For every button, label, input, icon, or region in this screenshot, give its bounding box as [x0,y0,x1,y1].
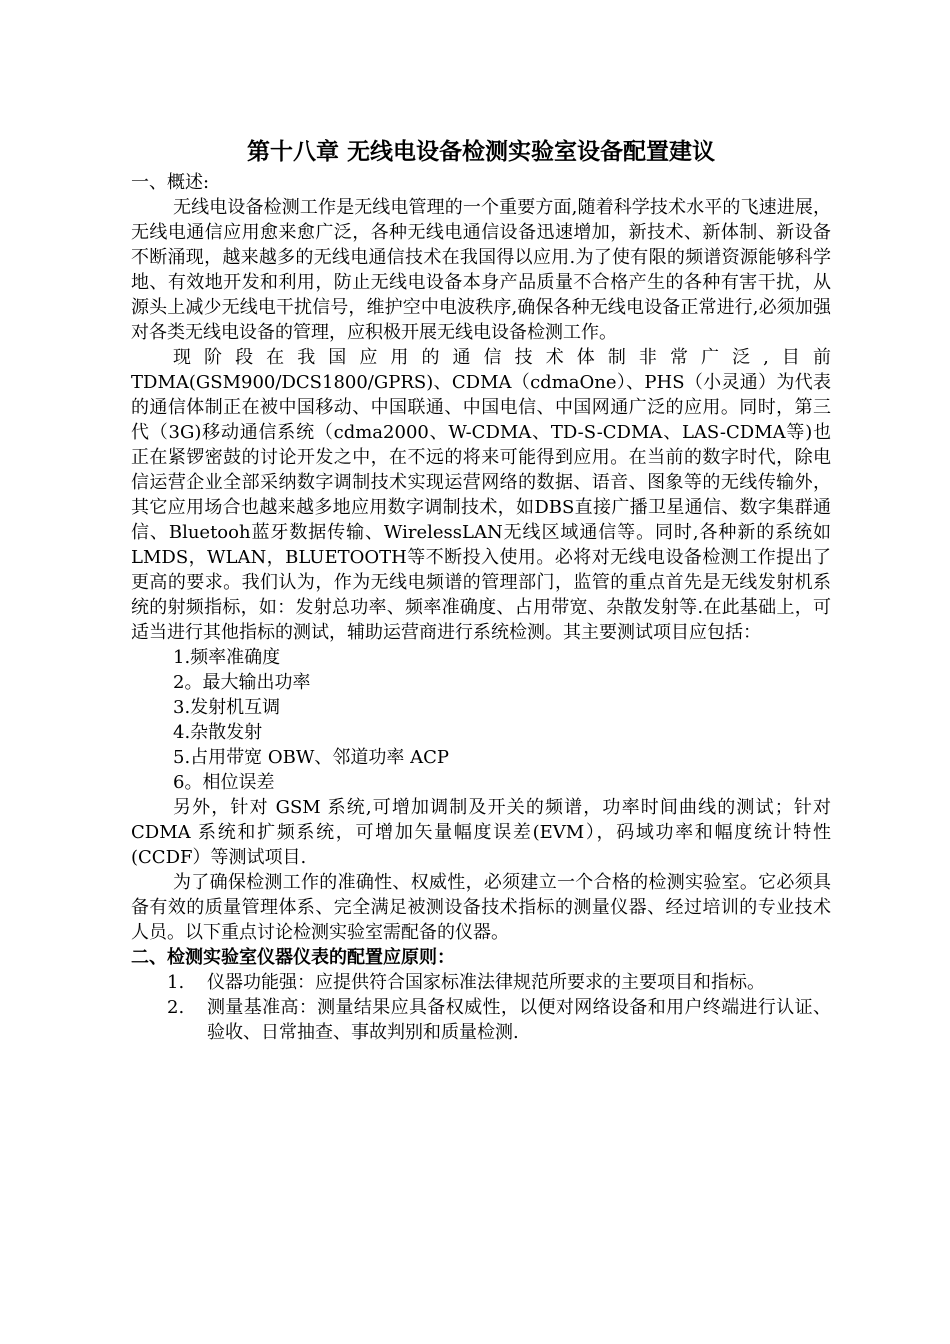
list-item-number: 1. [167,972,185,993]
test-item: 4.杂散发射 [173,722,263,743]
list-item [131,995,831,1045]
list-item-text: 测量基准高：测量结果应具备权威性，以便对网络设备和用户终端进行认证、验收、日常抽查、事故判别和质量检测. [207,997,831,1043]
paragraph-lab-requirements: 为了确保检测工作的准确性、权威性，必须建立一个合格的检测实验室。它必须具备有效的质量管理体系、完全满足被测设备技术指标的测量仪器、经过培训的专业技术人员。以下重点讨论检测实验室需配备的仪器。 [131,872,831,943]
list-item-text: 仪器功能强：应提供符合国家标准法律规范所要求的主要项目和指标。 [207,972,765,993]
section-heading-principles: 二、检测实验室仪器仪表的配置应原则： [131,947,455,968]
list-item-number: 2. [167,997,185,1018]
section-heading-overview: 一、概述: [131,172,210,193]
test-item: 6。相位误差 [173,772,275,793]
paragraph-intro: 无线电设备检测工作是无线电管理的一个重要方面,随着科学技术水平的飞速进展，无线电通信应用愈来愈广泛，各种无线电通信设备迅速增加，新技术、新体制、新设备不断涌现，越来越多的无线电通信技术在我国得以应用.为了使有限的频谱资源能够科学地、有效地开发和利用，防止无线电设备本身产品质量不合格产生的各种有害干扰，从源头上减少无线电干扰信号，维护空中电波秩序,确保各种无线电设备正常进行,必须加强对各类无线电设备的管理，应积极开展无线电设备检测工作。 [131,197,831,343]
paragraph-tech-systems: 现阶段在我国应用的通信技术体制非常广泛,目前 TDMA(GSM900/DCS1800/GPRS)、CDMA（cdmaOne）、PHS（小灵通）为代表的通信体制正在被中国移动、中国联通、中国电信、中国网通广泛的应用。同时，第三代（3G)移动通信系统（cdma2000、W-CDMA、TD-S-CDMA、LAS-CDMA等)也正在紧锣密鼓的讨论开发之中，在不远的将来可能得到应用。在当前的数字时代，除电信运营企业全部采纳数字调制技术实现运营网络的数据、语音、图象等的无线传输外，其它应用场合也越来越多地应用数字调制技术，如DBS直接广播卫星通信、数字集群通信、Bluetooh蓝牙数据传输、WirelessLAN无线区域通信等。同时,各种新的系统如LMDS，WLAN，BLUETOOTH等不断投入使用。必将对无线电设备检测工作提出了更高的要求。我们认为，作为无线电频谱的管理部门，监管的重点首先是无线发射机系统的射频指标，如：发射总功率、频率准确度、占用带宽、杂散发射等.在此基础上，可适当进行其他指标的测试，辅助运营商进行系统检测。其主要测试项目应包括： [131,347,831,643]
test-item: 5.占用带宽 OBW、邻道功率 ACP [173,747,449,768]
principles-list [131,970,831,1045]
list-item [131,970,831,995]
test-item: 2。最大输出功率 [173,672,311,693]
test-item: 3.发射机互调 [173,697,281,718]
chapter-title: 第十八章 无线电设备检测实验室设备配置建议 [246,138,715,165]
test-item: 1.频率准确度 [173,647,281,668]
paragraph-additional-tests: 另外，针对 GSM 系统,可增加调制及开关的频谱，功率时间曲线的测试；针对 CDMA 系统和扩频系统，可增加矢量幅度误差(EVM），码域功率和幅度统计特性(CCDF）等测试项目. [131,797,831,868]
document-body [131,136,831,1045]
